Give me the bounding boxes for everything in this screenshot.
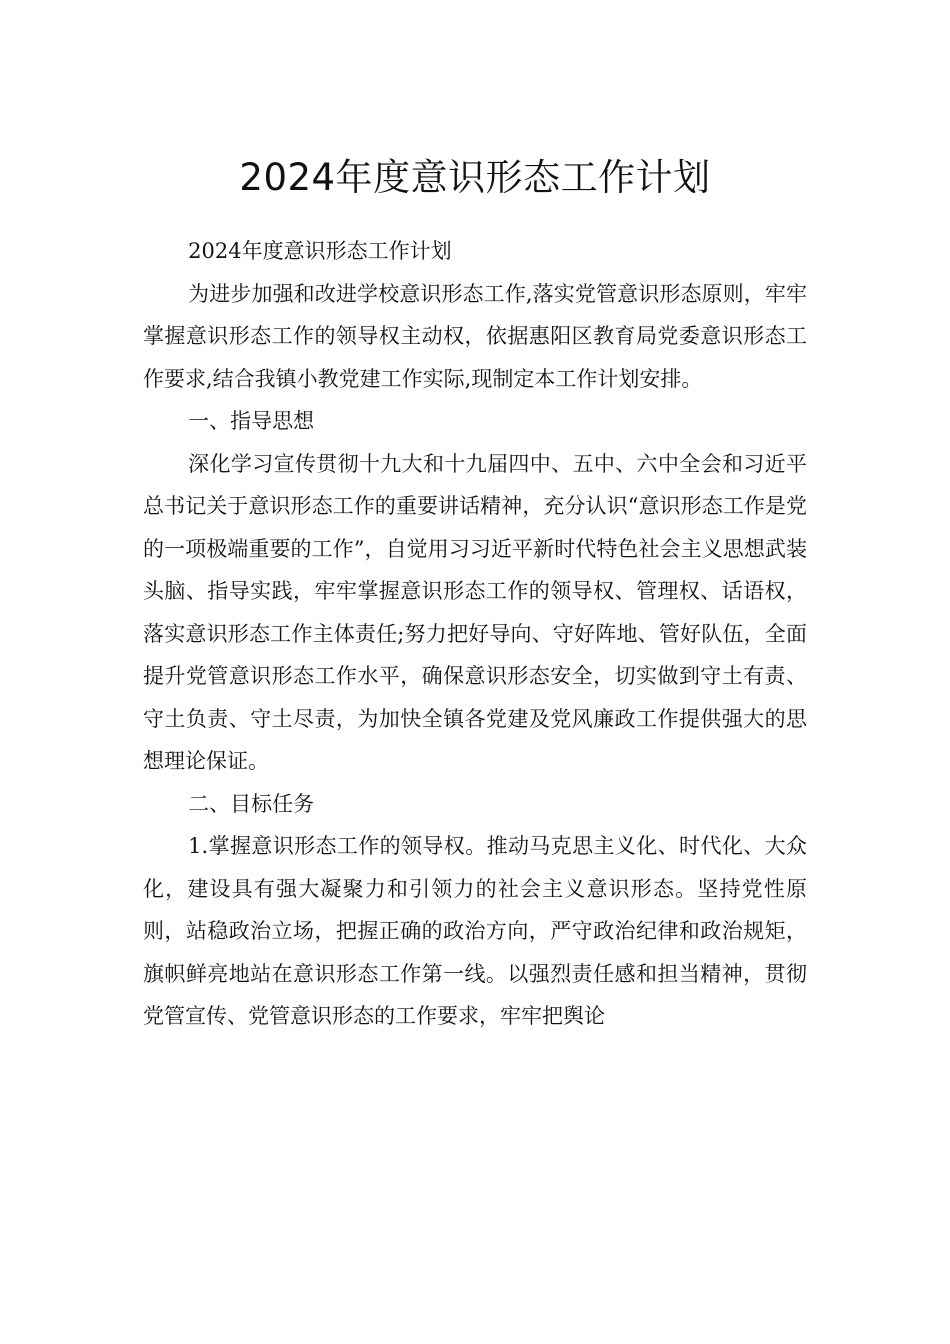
intro-paragraph: 为进步加强和改进学校意识形态工作,落实党管意识形态原则，牢牢掌握意识形态工作的领导权主动权，依据惠阳区教育局党委意识形态工作要求,结合我镇小教党建工作实际,现制定本工作计划安排。 — [143, 281, 807, 391]
document-title: 2024年度意识形态工作计划 — [239, 155, 711, 199]
subtitle-paragraph: 2024年度意识形态工作计划 — [188, 239, 452, 263]
document-body — [143, 230, 807, 1038]
section-heading-guiding-thought: 一、指导思想 — [188, 409, 315, 433]
guiding-thought-paragraph: 深化学习宣传贯彻十九大和十九届四中、五中、六中全会和习近平总书记关于意识形态工作的重要讲话精神，充分认识“意识形态工作是党的一项极端重要的工作”，自觉用习习近平新时代特色社会主义思想武装头脑、指导实践，牢牢掌握意识形态工作的领导权、管理权、话语权，落实意识形态工作主体责任;努力把好导向、守好阵地、管好队伍，全面提升党管意识形态工作水平，确保意识形态安全，切实做到守土有责、守土负责、守土尽责，为加快全镇各党建及党风廉政工作提供强大的思想理论保证。 — [143, 451, 807, 773]
goals-tasks-paragraph: 1.掌握意识形态工作的领导权。推动马克思主义化、时代化、大众化，建设具有强大凝聚力和引领力的社会主义意识形态。坚持党性原则，站稳政治立场，把握正确的政治方向，严守政治纪律和政治规矩，旗帜鲜亮地站在意识形态工作第一线。以强烈责任感和担当精神，贯彻党管宣传、党管意识形态的工作要求，牢牢把舆论 — [143, 834, 807, 1028]
section-heading-goals-tasks: 二、目标任务 — [188, 791, 315, 816]
